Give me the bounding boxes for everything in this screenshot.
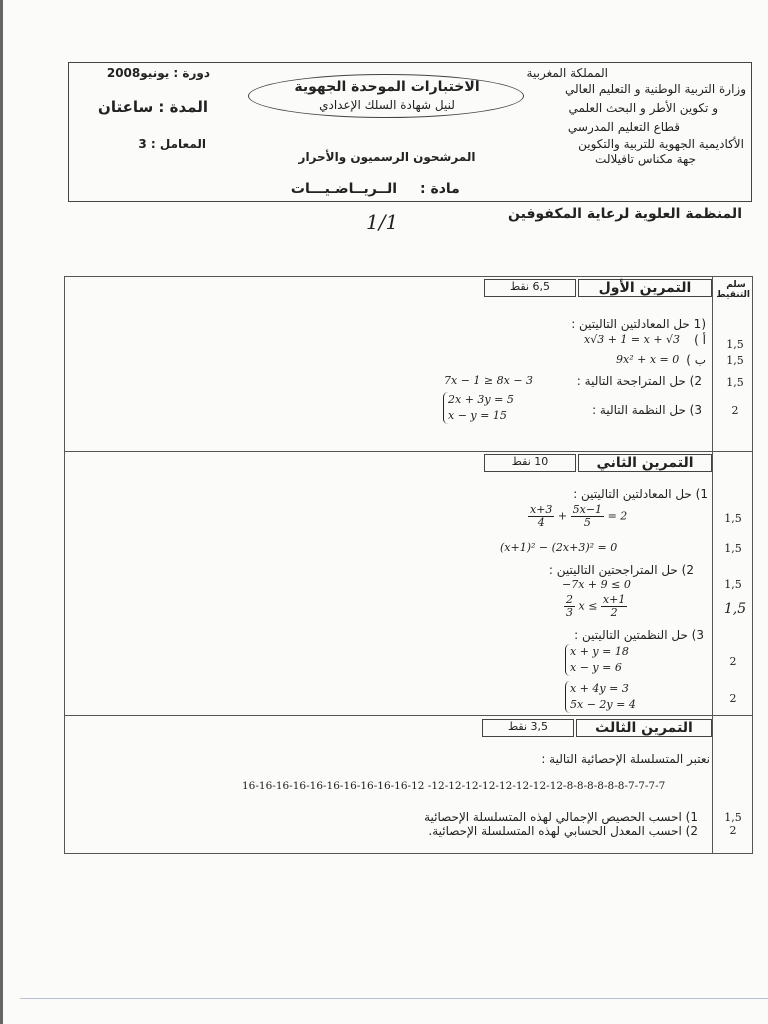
ex1-q1a-equation: x√3 + 1 = x + √3 xyxy=(584,333,681,346)
ex2-q2b-den2: 2 xyxy=(610,606,618,619)
organization-name: المنظمة العلوية لرعاية المكفوفين xyxy=(508,206,742,222)
coefficient-label: المعامل : 3 xyxy=(138,137,206,151)
ministry-line-2: و تكوين الأطر و البحث العلمي xyxy=(568,101,718,115)
ex2-q2b-den1: 3 xyxy=(566,606,573,619)
sector-label: قطاع التعليم المدرسي xyxy=(567,120,680,134)
ex2-q1a-rhs: = 2 xyxy=(607,509,628,523)
bottom-rule xyxy=(20,998,768,999)
ex2-score-5: 2 xyxy=(729,655,737,668)
exercise-3-points: 3,5 نقط xyxy=(482,719,574,737)
ex3-series: 16-16-16-16-16-16-16-16-16-16-12 -12-12-12-12-12-12-12-12-8-8-8-8-8-8-7-7-7-7 xyxy=(242,780,666,792)
candidates-label: المرشحون الرسميون والأحرار xyxy=(298,150,476,164)
ex1-q1a-label: أ ) xyxy=(694,333,706,347)
exam-title: الاختبارات الموحدة الجهوية xyxy=(294,79,480,95)
ex2-q2b-mid: x ≤ xyxy=(578,599,598,613)
ex2-score-6: 2 xyxy=(729,692,737,705)
ex2-q2b-num2: x+1 xyxy=(602,593,626,606)
kingdom-label: المملكة المغربية xyxy=(526,66,608,80)
ex3-intro: نعتبر المتسلسلة الإحصائية التالية : xyxy=(541,752,710,766)
ex2-q1b-equation: (x+1)² − (2x+3)² = 0 xyxy=(500,541,618,554)
ex2-q3a-eq2: x − y = 6 xyxy=(570,661,622,674)
exercise-1-points: 6,5 نقط xyxy=(484,279,576,297)
ex2-q1a-den2: 5 xyxy=(583,516,591,529)
ex3-score-1: 1,5 xyxy=(724,811,742,824)
exercise-2-points: 10 نقط xyxy=(484,454,576,472)
score-column-header: سلم التنقيط xyxy=(716,280,750,300)
exercise-divider-2 xyxy=(65,715,752,716)
ex2-q3b-eq2: 5x − 2y = 4 xyxy=(570,698,636,711)
subject-label: مادة : xyxy=(420,181,460,197)
ex2-q3a-eq1: x + y = 18 xyxy=(570,645,629,658)
ex1-q1-label: (1 حل المعادلتين التاليتين : xyxy=(571,317,706,331)
ex3-q2: 2) احسب المعدل الحسابي لهذه المتسلسلة الإحصائية. xyxy=(428,824,698,838)
exercise-divider-1 xyxy=(65,451,752,452)
ex2-q1-label: 1) حل المعادلتين التاليتين : xyxy=(573,487,708,501)
ex1-score-4: 2 xyxy=(731,404,739,417)
exam-subtitle: لنيل شهادة السلك الإعدادي xyxy=(319,98,455,112)
ex1-q3-eq1: 2x + 3y = 5 xyxy=(448,393,514,406)
ex2-q3b-eq1: x + 4y = 3 xyxy=(570,682,629,695)
duration-label: المدة : ساعتان xyxy=(98,98,208,116)
ex2-q2b-num1: 2 xyxy=(566,593,573,606)
ex1-score-1: 1,5 xyxy=(726,338,744,351)
ex1-q2-label: 2) حل المتراجحة التالية : xyxy=(576,374,702,388)
ex2-q2a-inequality: −7x + 9 ≤ 0 xyxy=(562,578,631,591)
score-column-divider xyxy=(712,277,713,853)
session-label: دورة : يونيو2008 xyxy=(106,66,210,80)
ex2-q1a-num1: x+3 xyxy=(530,503,553,516)
subject-name: الــريــاضـيـــات xyxy=(290,181,398,197)
ex1-q3-eq2: x − y = 15 xyxy=(448,409,507,422)
page-edge xyxy=(0,0,3,1024)
ex1-q3-label: 3) حل النظمة التالية : xyxy=(592,403,702,417)
ex2-q1a-equation: $\frac{x+3}{4}$ + $\frac{5x-1}{5}$ = 2 xyxy=(530,503,628,529)
ex1-q1b-label: ب ) xyxy=(686,353,706,367)
ex3-q1: 1) احسب الحصيص الإجمالي لهذه المتسلسلة الإحصائية xyxy=(424,810,698,824)
ex2-q3b-system xyxy=(565,681,636,713)
exercise-3-title: التمرين الثالث xyxy=(576,719,712,737)
ex2-score-2: 1,5 xyxy=(724,542,742,555)
ex2-score-4: 1,5 xyxy=(723,601,747,617)
ex2-score-3: 1,5 xyxy=(724,578,742,591)
ex2-score-1: 1,5 xyxy=(724,512,742,525)
ministry-line-1: وزارة التربية الوطنية و التعليم العالي xyxy=(565,82,746,96)
ex1-q1b-equation: 9x² + x = 0 xyxy=(616,353,680,366)
exercise-2-title: التمرين الثاني xyxy=(578,454,712,472)
ex2-q2-label: 2) حل المتراجحتين التاليتين : xyxy=(548,563,694,577)
ex1-q3-system xyxy=(443,392,514,424)
ex1-score-2: 1,5 xyxy=(726,354,744,367)
ex1-q2-inequality: 7x − 1 ≥ 8x − 3 xyxy=(444,374,534,387)
ex2-q3a-system xyxy=(565,644,629,676)
ex3-score-2: 2 xyxy=(729,824,737,837)
academy-label: الأكاديمية الجهوية للتربية والتكوين xyxy=(578,137,744,151)
exercise-1-title: التمرين الأول xyxy=(578,279,712,297)
page-mark: 1/1 xyxy=(366,210,399,234)
region-label: جهة مكناس تافيلالت xyxy=(595,152,696,166)
ex2-q1a-num2: 5x−1 xyxy=(572,503,603,516)
ex2-q3-label: 3) حل النظمتين التاليتين : xyxy=(574,628,704,642)
ex1-score-3: 1,5 xyxy=(726,376,744,389)
ex2-q1a-den1: 4 xyxy=(537,516,545,529)
ex2-q2b-inequality xyxy=(564,594,627,619)
